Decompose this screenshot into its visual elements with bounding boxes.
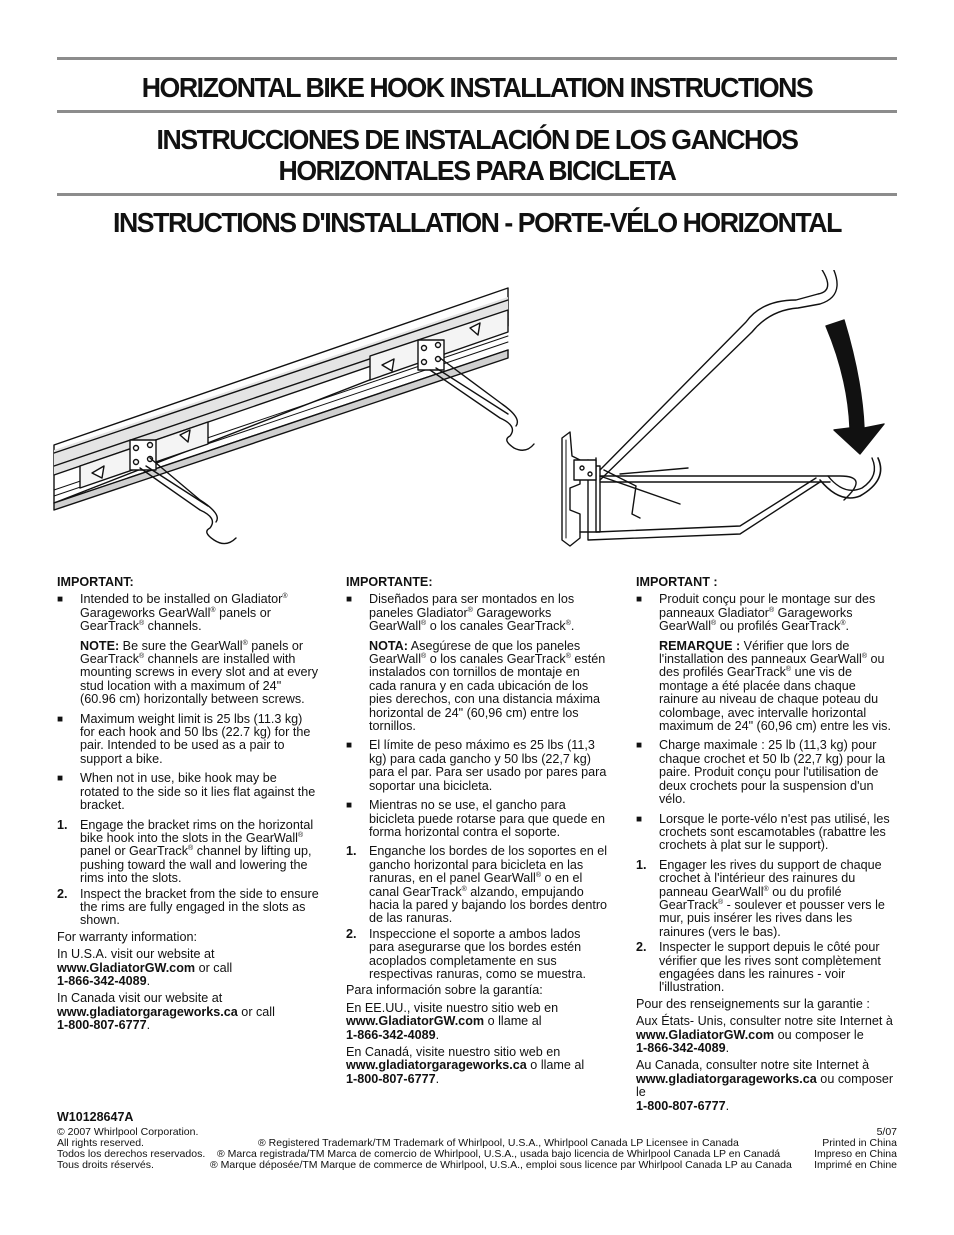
rights-en: All rights reserved.	[57, 1137, 144, 1149]
rule-3	[57, 193, 897, 196]
english-bullet-2: ■ Maximum weight limit is 25 lbs (11.3 kg) for each hook and 50 lbs (22.7 kg) for the pair. Intended to be used as a pair to support a bike.	[57, 711, 311, 766]
french-us-contact: Aux États- Unis, consulter notre site Internet à www.GladiatorGW.com ou composer le 1-866-342-4089.	[636, 1014, 893, 1055]
printed-es: Impreso en China	[814, 1148, 897, 1160]
english-warranty: For warranty information:	[57, 929, 197, 944]
footer-row-4	[57, 1160, 897, 1171]
copyright: © 2007 Whirlpool Corporation.	[57, 1126, 199, 1138]
english-bullet-3: ■ When not in use, bike hook may be rotated to the side so it lies flat against the bracket.	[57, 771, 316, 813]
french-bullet-1: ■ Produit conçu pour le montage sur des panneaux Gladiator® Garageworks GearWall® ou profilés GearTrack®.	[636, 592, 876, 634]
left-hook-arm	[140, 458, 236, 544]
spanish-us-contact: En EE.UU., visite nuestro sitio web en www.GladiatorGW.com o llame al 1-866-342-4089.	[346, 1000, 559, 1042]
spanish-step-2: 2. Inspeccione el soporte a ambos lados para asegurarse que los bordes estén acoplados completamente en sus respectivas ranuras, como se muestra.	[346, 926, 586, 981]
french-canada-contact: Au Canada, consulter notre site Internet à www.gladiatorgarageworks.ca ou composer le 1-800-807-6777.	[636, 1058, 894, 1113]
trademark-es: ® Marca registrada/TM Marca de comercio de Whirlpool, U.S.A., usada bajo licencia de Whirlpool Canada LP en Canadá	[217, 1148, 781, 1160]
spanish-bullet-2: ■ El límite de peso máximo es 25 lbs (11,3 kg) para cada gancho y 50 lbs (22,7 kg) para el par. Para ser usado por pares para soportar una bicicleta.	[346, 738, 607, 793]
rule-2	[57, 110, 897, 113]
spanish-bullet-1: ■ Diseñados para ser montados en los paneles Gladiator® Garageworks GearWall® o los canales GearTrack®.	[346, 592, 575, 634]
date-code: 5/07	[876, 1126, 897, 1138]
trademark-fr: ® Marque déposée/TM Marque de commerce de Whirlpool, U.S.A., emploi sous licence par Whirlpool Canada LP au Canada	[210, 1159, 792, 1171]
rotation-arrow	[826, 320, 884, 454]
side-view-bracket	[562, 270, 881, 546]
bike-hook-illustration	[40, 270, 920, 580]
title-french: INSTRUCTIONS D'INSTALLATION - PORTE-VÉLO HORIZONTAL	[113, 207, 841, 238]
english-us-contact: In U.S.A. visit our website at www.GladiatorGW.com or call 1-866-342-4089.	[57, 947, 233, 988]
spanish-heading: IMPORTANTE:	[346, 575, 433, 589]
title-spanish-line2: HORIZONTALES PARA BICICLETA	[278, 155, 676, 186]
english-bullet-1: ■ Intended to be installed on Gladiator® Garageworks GearWall® panels or GearTrack® channels.	[57, 592, 288, 634]
rights-es: Todos los derechos reservados.	[57, 1148, 206, 1160]
french-step-2: 2. Inspecter le support depuis le côté pour vérifier que les rives sont complètement engagées dans les rainures - voir l'illustration.	[636, 940, 881, 995]
geartrack-rail-drawing	[54, 288, 508, 510]
french-warranty: Pour des renseignements sur la garantie :	[636, 996, 870, 1011]
french-heading: IMPORTANT :	[636, 575, 718, 589]
english-step-1: 1. Engage the bracket rims on the horizontal bike hook into the slots in the GearWall® panel or GearTrack® channel by lifting up, pushing toward the wall and lowering the rims into the slots.	[57, 817, 314, 886]
french-bullet-2: ■ Charge maximale : 25 lb (11,3 kg) pour chaque crochet et 50 lb (22,7 kg) pour la paire. Produit conçu pour l'utilisation de deux crochets pour la suspension d'un vélo.	[636, 738, 886, 807]
spanish-column	[346, 576, 608, 1086]
french-bullet-3: ■ Lorsque le porte-vélo n'est pas utilisé, les crochets sont escamotables (rabattre les crochets à plat sur le support).	[636, 811, 890, 853]
spanish-note: NOTA: Asegúrese de que los paneles GearWall® o los canales GearTrack® estén instalados con tornillos de montaje en cada ranura y en cada ubicación de los pies derechos, con una distancia máxima horizontal de 24" (60,96 cm) entre los tornillos.	[369, 638, 606, 734]
english-column	[57, 576, 319, 1033]
english-heading: IMPORTANT:	[57, 575, 134, 589]
printed-en: Printed in China	[822, 1137, 897, 1149]
part-number: W10128647A	[57, 1110, 134, 1124]
printed-fr: Imprimé en Chine	[814, 1159, 897, 1171]
french-step-1: 1. Engager les rives du support de chaque crochet à l'intérieur des rainures du panneau GearWall® ou du profilé GearTrack® - soulever et pousser vers le mur, puis insérer les rives dans les rainures (vers le bas).	[636, 857, 885, 939]
spanish-step-1: 1. Enganche los bordes de los soportes en el gancho horizontal para bicicleta en las ranuras, en el panel GearWall® o en el canal GearTrack® alzando, empujando hacia la pared y bajando los bordes dentro de las ranuras.	[346, 844, 608, 926]
rights-fr: Tous droits réservés.	[57, 1159, 154, 1171]
spanish-bullet-3: ■ Mientras no se use, el gancho para bicicleta puede rotarse para que quede en forma horizontal contra el soporte.	[346, 798, 605, 839]
spanish-warranty: Para información sobre la garantía:	[346, 983, 543, 998]
french-column	[636, 576, 898, 1113]
english-canada-contact: In Canada visit our website at www.gladiatorgarageworks.ca or call 1-800-807-6777.	[57, 991, 275, 1033]
title-english: HORIZONTAL BIKE HOOK INSTALLATION INSTRUCTIONS	[141, 72, 813, 103]
spanish-canada-contact: En Canadá, visite nuestro sitio web en www.gladiatorgarageworks.ca o llame al 1-800-807-6777.	[346, 1045, 585, 1086]
top-rule	[57, 57, 897, 60]
english-note: NOTE: Be sure the GearWall® panels or GearTrack® channels are installed with mounting screws in every slot and at every stud location with a maximum of 24" (60.96 cm) horizontally between screws.	[80, 638, 318, 707]
english-step-2: 2. Inspect the bracket from the side to ensure the rims are fully engaged in the slots as shown.	[57, 886, 319, 928]
trademark-en: ® Registered Trademark/TM Trademark of Whirlpool, U.S.A., Whirlpool Canada LP Licensee in Canada	[258, 1137, 739, 1149]
french-note: REMARQUE : Vérifier que lors de l'installation des panneaux GearWall® ou des profilés GearTrack® une vis de montage a été placée dans chaque rainure au niveau de chaque poteau du colombage, avec intervalle horizontal maximum de 24" (60,96 cm) entre les vis.	[659, 638, 891, 734]
title-spanish-line1: INSTRUCCIONES DE INSTALACIÓN DE LOS GANCHOS	[156, 124, 798, 155]
